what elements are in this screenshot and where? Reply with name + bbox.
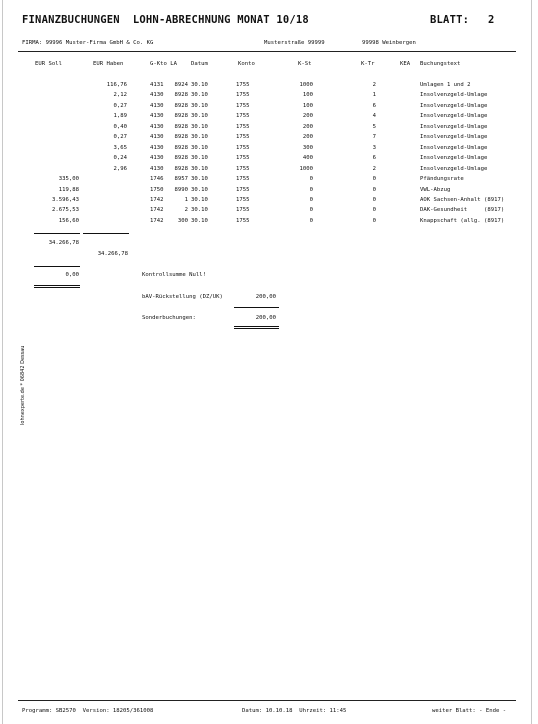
cell-la: 300: [177, 217, 188, 224]
soll-total: 34.266,78: [48, 240, 79, 246]
cell-kst: 1000: [299, 165, 313, 172]
cell-konto: 1755: [236, 134, 250, 141]
cell-eur-haben: 0,24: [113, 155, 127, 162]
cell-ktr: 0: [372, 186, 376, 193]
cell-datum: 30.10: [191, 165, 208, 172]
cell-buchungstext: Insolvenzgeld-Umlage: [420, 92, 488, 99]
cell-kst: 0: [309, 176, 313, 183]
table-row: [0, 92, 538, 102]
cell-kst: 300: [302, 144, 313, 151]
cell-konto: 1755: [236, 165, 250, 172]
cell-gkto: 4130: [150, 123, 164, 130]
kontrollsumme-note: Kontrollsumme Null!: [142, 272, 206, 278]
table-row: [0, 145, 538, 155]
cell-buchungstext: Pfändungsrate: [420, 176, 464, 183]
col-header-konto: Konto: [238, 61, 255, 67]
cell-la: 8957: [174, 176, 188, 183]
cell-ktr: 0: [372, 196, 376, 203]
cell-gkto: 4130: [150, 165, 164, 172]
cell-datum: 30.10: [191, 207, 208, 214]
cell-kst: 0: [309, 196, 313, 203]
cell-konto: 1755: [236, 196, 250, 203]
street-line: Musterstraße 99999: [264, 40, 325, 46]
cell-datum: 30.10: [191, 123, 208, 130]
cell-datum: 30.10: [191, 176, 208, 183]
cell-kst: 100: [302, 102, 313, 109]
cell-buchungstext: Insolvenzgeld-Umlage: [420, 113, 488, 120]
cell-kst: 400: [302, 155, 313, 162]
cell-ktr: 6: [372, 155, 376, 162]
table-row: [0, 124, 538, 134]
cell-la: 8928: [174, 165, 188, 172]
col-header-eur-soll: EUR Soll: [35, 61, 62, 67]
cell-la: 8928: [174, 134, 188, 141]
haben-sum-rule: [83, 233, 129, 234]
cell-ktr: 4: [372, 113, 376, 120]
cell-gkto: 1742: [150, 217, 164, 224]
cell-datum: 30.10: [191, 186, 208, 193]
table-row: [0, 113, 538, 123]
col-header-kea: KEA: [400, 61, 411, 67]
footer-programm: Programm: SB2570 Version: 18205/361008: [22, 708, 154, 714]
col-header-ktr: K-Tr: [361, 61, 375, 67]
cell-ktr: 7: [372, 134, 376, 141]
cell-la: 8990: [174, 186, 188, 193]
cell-gkto: 4130: [150, 102, 164, 109]
table-row: [0, 176, 538, 186]
cell-buchungstext: Insolvenzgeld-Umlage: [420, 165, 488, 172]
sonder-double-rule-1: [234, 326, 279, 327]
blatt-label: BLATT:: [430, 14, 470, 26]
difference-rule: [34, 266, 80, 267]
cell-buchungstext: DAK-Gesundheit (8917): [420, 207, 505, 214]
cell-gkto: 4130: [150, 155, 164, 162]
cell-kst: 200: [302, 134, 313, 141]
cell-eur-soll: 3.596,43: [52, 196, 79, 203]
bav-rule: [234, 307, 279, 308]
sonderbuchungen-label: Sonderbuchungen:: [142, 315, 196, 321]
cell-datum: 30.10: [191, 217, 208, 224]
cell-eur-soll: 2.675,53: [52, 207, 79, 214]
cell-gkto: 1750: [150, 186, 164, 193]
cell-kst: 0: [309, 207, 313, 214]
cell-eur-haben: 1,89: [113, 113, 127, 120]
footer-weiter: weiter Blatt: - Ende -: [432, 708, 507, 714]
cell-buchungstext: Insolvenzgeld-Umlage: [420, 102, 488, 109]
cell-buchungstext: VWL-Abzug: [420, 186, 451, 193]
cell-kst: 0: [309, 217, 313, 224]
cell-konto: 1755: [236, 144, 250, 151]
cell-datum: 30.10: [191, 155, 208, 162]
cell-konto: 1755: [236, 102, 250, 109]
cell-eur-haben: 2,12: [113, 92, 127, 99]
cell-konto: 1755: [236, 82, 250, 88]
table-row: [0, 82, 538, 92]
cell-eur-soll: 119,88: [58, 186, 79, 193]
cell-eur-soll: 156,60: [58, 217, 79, 224]
cell-gkto: 4130: [150, 134, 164, 141]
bav-label: bAV-Rückstellung (DZ/UK): [142, 294, 223, 300]
table-row: [0, 218, 538, 228]
col-header-gkto-la: G-Kto LA: [150, 61, 177, 67]
cell-gkto: 4130: [150, 144, 164, 151]
sonderbuchungen-value: 200,00: [255, 315, 276, 321]
table-row: [0, 197, 538, 207]
cell-eur-haben: 0,27: [113, 102, 127, 109]
col-header-datum: Datum: [191, 61, 208, 67]
cell-eur-haben: 0,40: [113, 123, 127, 130]
cell-la: 1: [184, 196, 188, 203]
cell-gkto: 1742: [150, 196, 164, 203]
cell-kst: 200: [302, 123, 313, 130]
cell-konto: 1755: [236, 155, 250, 162]
cell-eur-haben: 0,27: [113, 134, 127, 141]
cell-gkto: 4130: [150, 92, 164, 99]
cell-buchungstext: Insolvenzgeld-Umlage: [420, 123, 488, 130]
cell-konto: 1755: [236, 176, 250, 183]
soll-sum-rule: [34, 233, 80, 234]
cell-buchungstext: Knappschaft (allg. (8917): [420, 217, 505, 224]
cell-la: 8928: [174, 102, 188, 109]
cell-la: 8928: [174, 92, 188, 99]
page-title: FINANZBUCHUNGEN LOHN-ABRECHNUNG MONAT 10/18: [22, 14, 309, 26]
city-line: 99998 Weinbergen: [362, 40, 416, 46]
cell-kst: 100: [302, 92, 313, 99]
cell-konto: 1755: [236, 113, 250, 120]
cell-kst: 200: [302, 113, 313, 120]
cell-buchungstext: Insolvenzgeld-Umlage: [420, 144, 488, 151]
col-header-kst: K-St: [298, 61, 312, 67]
cell-la: 8924: [174, 82, 188, 88]
cell-eur-haben: 116,76: [106, 82, 127, 88]
cell-buchungstext: Insolvenzgeld-Umlage: [420, 134, 488, 141]
difference-double-rule-2: [34, 287, 80, 288]
col-header-buchungstext: Buchungstext: [420, 61, 461, 67]
cell-gkto: 4130: [150, 113, 164, 120]
cell-la: 8928: [174, 123, 188, 130]
cell-datum: 30.10: [191, 144, 208, 151]
cell-kst: 1000: [299, 82, 313, 88]
cell-konto: 1755: [236, 207, 250, 214]
side-imprint: lohnexperte.de * 06842 Dessau: [20, 345, 26, 425]
cell-ktr: 0: [372, 217, 376, 224]
cell-konto: 1755: [236, 186, 250, 193]
cell-ktr: 3: [372, 144, 376, 151]
cell-konto: 1755: [236, 92, 250, 99]
footer-datum: Datum: 10.10.18 Uhrzeit: 11:45: [242, 708, 347, 714]
cell-konto: 1755: [236, 123, 250, 130]
cell-datum: 30.10: [191, 102, 208, 109]
cell-datum: 30.10: [191, 82, 208, 88]
cell-ktr: 0: [372, 176, 376, 183]
cell-ktr: 5: [372, 123, 376, 130]
cell-ktr: 2: [372, 165, 376, 172]
cell-ktr: 6: [372, 102, 376, 109]
haben-total: 34.266,78: [97, 251, 128, 257]
blatt-number: 2: [488, 14, 495, 26]
difference-total: 0,00: [65, 272, 79, 278]
cell-eur-soll: 335,00: [58, 176, 79, 183]
cell-konto: 1755: [236, 217, 250, 224]
table-row: [0, 103, 538, 113]
cell-kst: 0: [309, 186, 313, 193]
cell-datum: 30.10: [191, 113, 208, 120]
cell-datum: 30.10: [191, 92, 208, 99]
cell-buchungstext: Insolvenzgeld-Umlage: [420, 155, 488, 162]
cell-ktr: 1: [372, 92, 376, 99]
cell-ktr: 0: [372, 207, 376, 214]
cell-gkto: 1742: [150, 207, 164, 214]
cell-buchungstext: Umlagen 1 und 2: [420, 82, 471, 88]
cell-la: 2: [184, 207, 188, 214]
header-divider: [18, 51, 516, 52]
cell-ktr: 2: [372, 82, 376, 88]
firma-line: FIRMA: 99996 Muster-Firma GmbH & Co. KG: [22, 40, 154, 46]
table-row: [0, 155, 538, 165]
sonder-double-rule-2: [234, 328, 279, 329]
cell-la: 8928: [174, 155, 188, 162]
cell-buchungstext: AOK Sachsen-Anhalt (8917): [420, 196, 505, 203]
table-row: [0, 187, 538, 197]
table-row: [0, 207, 538, 217]
col-header-eur-haben: EUR Haben: [93, 61, 124, 67]
table-row: [0, 134, 538, 144]
bav-value: 200,00: [255, 294, 276, 300]
cell-datum: 30.10: [191, 134, 208, 141]
footer-divider: [18, 700, 516, 701]
table-row: [0, 166, 538, 176]
cell-eur-haben: 3,65: [113, 144, 127, 151]
cell-la: 8928: [174, 144, 188, 151]
difference-double-rule-1: [34, 285, 80, 286]
cell-la: 8928: [174, 113, 188, 120]
cell-gkto: 1746: [150, 176, 164, 183]
cell-datum: 30.10: [191, 196, 208, 203]
cell-eur-haben: 2,96: [113, 165, 127, 172]
cell-gkto: 4131: [150, 82, 164, 88]
